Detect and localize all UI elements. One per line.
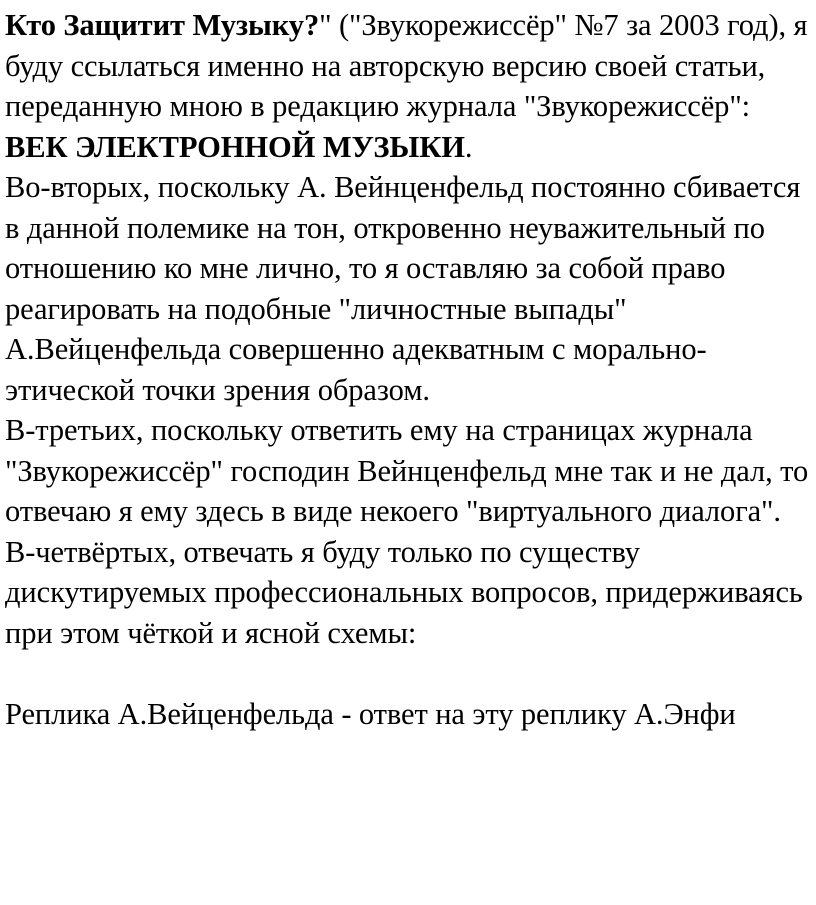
dialogue-scheme-line: Реплика А.Вейценфельда - ответ на эту реплику А.Энфи [5,696,736,731]
paragraph-third: В-третьих, поскольку ответить ему на страницах журнала "Звукорежиссёр" господин Вейнценфельд мне так и не дал, то отвечаю я ему здесь в виде некоего "виртуального диалога". [5,413,809,528]
section-heading [5,127,810,168]
section-heading-text: ВЕК ЭЛЕКТРОННОЙ МУЗЫКИ [5,129,465,164]
intro-text: " ("Звукорежиссёр" №7 за 2003 год), я буду ссылаться именно на авторскую версию своей статьи, переданную мною в редакцию журнала "Звукорежиссёр": [5,8,808,123]
paragraph-fourth: В-четвёртых, отвечать я буду только по существу дискутируемых профессиональных вопросов, придерживаясь при этом чёткой и ясной схемы: [5,534,803,650]
paragraph-second: Во-вторых, поскольку А. Вейнценфельд постоянно сбивается в данной полемике на тон, откровенно неуважительный по отношению ко мне лично, то я оставляю за собой право реагировать на подобные "личностные выпады" А.Вейценфельда совершенно адекватным с морально-этической точки зрения образом. [5,170,801,407]
intro-paragraph [5,5,810,127]
article-title: Кто Защитит Музыку? [5,8,320,42]
blank-line [5,653,810,694]
section-heading-period: . [464,129,473,164]
